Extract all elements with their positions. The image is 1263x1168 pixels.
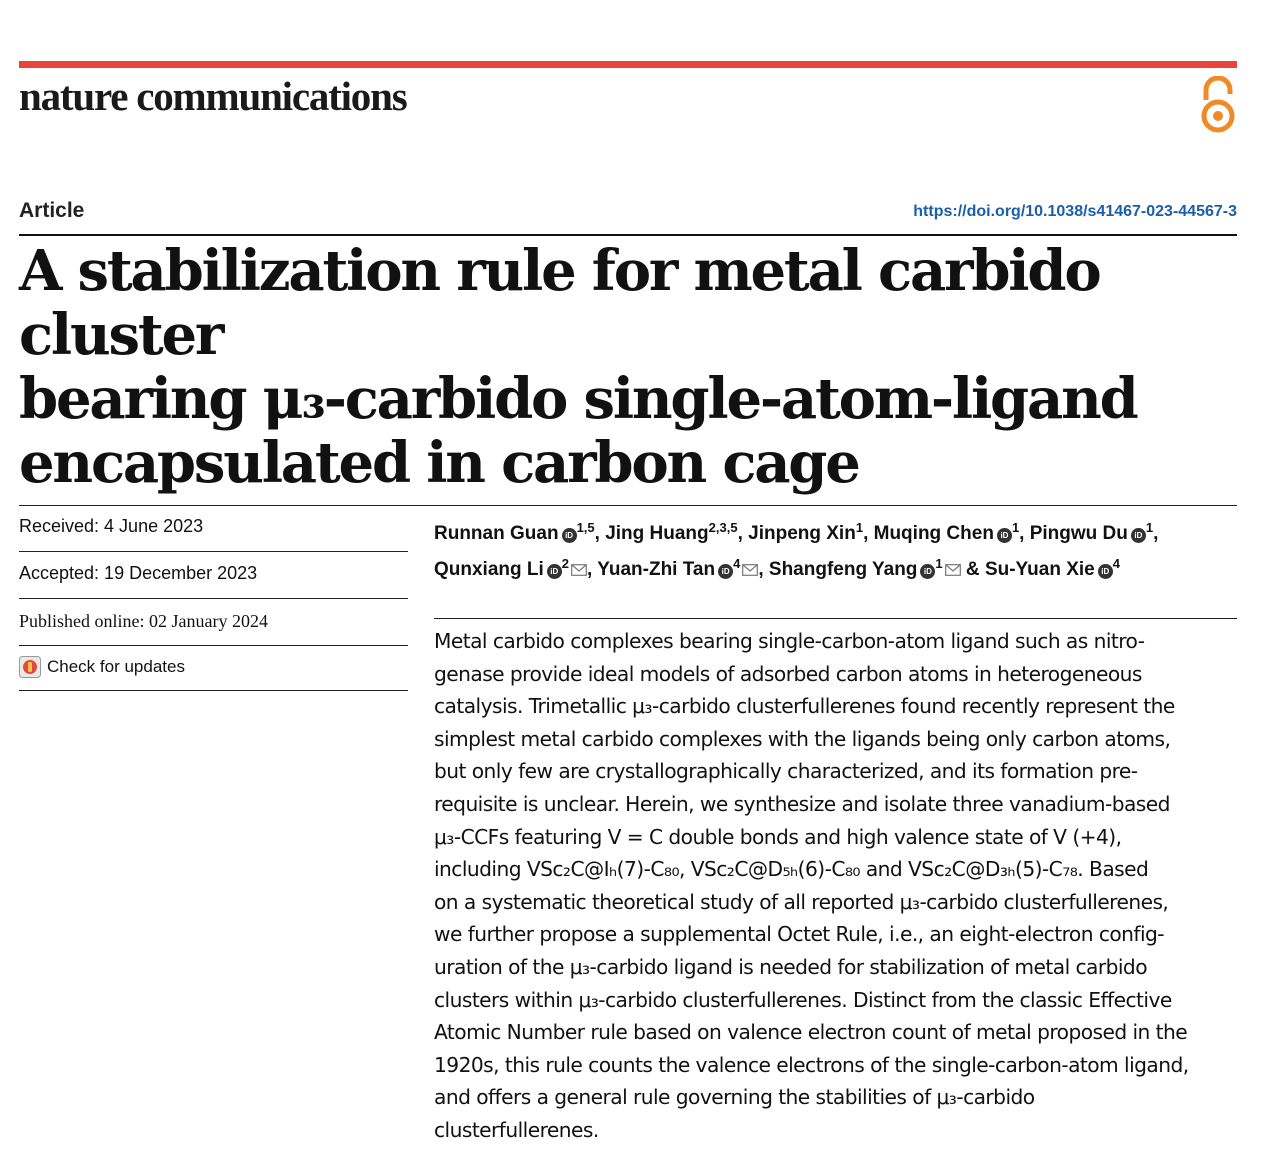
author-name[interactable]: Runnan Guan (434, 523, 559, 544)
affiliation-superscript: 2 (561, 556, 570, 571)
date-divider (19, 645, 408, 646)
abstract-line: simplest metal carbido complexes with the ligands being only carbon atoms, (434, 726, 1171, 751)
orcid-icon[interactable]: iD (547, 564, 562, 579)
check-for-updates-label: Check for updates (47, 657, 185, 676)
date-divider (19, 551, 408, 552)
abstract-line: Atomic Number rule based on valence electron count of metal proposed in the (434, 1020, 1188, 1045)
affiliation-superscript: 1 (1011, 520, 1020, 535)
abstract-line: on a systematic theoretical study of all reported μ₃-carbido clusterfullerenes, (434, 889, 1169, 914)
check-for-updates-icon (19, 656, 41, 678)
author-name[interactable]: Shangfeng Yang (768, 559, 918, 580)
orcid-icon[interactable]: iD (920, 564, 935, 579)
author-item[interactable] (748, 520, 864, 544)
open-access-icon (1198, 76, 1238, 134)
title-line-2: bearing μ₃-carbido single-atom-ligand (19, 366, 1137, 432)
author-list: Runnan Guan iD$^{1,5}$, Jing Huang$^{2,3,5}$, Jinpeng Xin$^1$, Muqing Chen iD$^1$, Pingwu Du iD$^1$, Qunxiang Li iD$^2$ , Yuan-Zhi Tan iD$^4$ , Shangfeng Yang iD$^1$ & Su-Yuan Xie iD$^4$ (434, 520, 1159, 580)
abstract-line: we further propose a supplemental Octet Rule, i.e., an eight-electron config- (434, 922, 1165, 947)
author-name[interactable]: Jinpeng Xin (748, 523, 856, 544)
affiliation-superscript: 4 (1112, 556, 1120, 571)
title-line-3: encapsulated in carbon cage (19, 430, 859, 496)
journal-accent-bar (19, 61, 1237, 68)
title-divider (19, 234, 1237, 236)
author-name[interactable]: Jing Huang (605, 523, 709, 544)
author-name[interactable]: Qunxiang Li (434, 559, 544, 580)
abstract-line: but only few are crystallographically characterized, and its formation pre- (434, 759, 1138, 784)
date-divider (19, 690, 408, 691)
received-date: Received: 4 June 2023 (19, 516, 204, 536)
author-name[interactable]: Yuan-Zhi Tan (597, 559, 716, 580)
author-item[interactable] (597, 556, 758, 580)
abstract-line: 1920s, this rule counts the valence electrons of the single-carbon-atom ligand, (434, 1052, 1189, 1077)
affiliation-superscript: 2,3,5 (708, 520, 738, 535)
check-for-updates-button[interactable] (19, 656, 185, 678)
abstract-line: uration of the μ₃-carbido ligand is needed for stabilization of metal carbido (434, 954, 1147, 979)
abstract-line: clusters within μ₃-carbido clusterfullerenes. Distinct from the classic Effective (434, 987, 1172, 1012)
abstract-divider (434, 618, 1237, 619)
date-divider (19, 598, 408, 599)
abstract-line: clusterfullerenes. (434, 1117, 599, 1142)
metadata-divider (19, 505, 1237, 506)
orcid-icon[interactable]: iD (1098, 564, 1113, 579)
author-item[interactable] (434, 520, 595, 544)
published-date: Published online: 02 January 2024 (19, 611, 268, 631)
affiliation-superscript: 4 (733, 556, 741, 571)
author-name[interactable]: Pingwu Du (1029, 523, 1128, 544)
doi-link[interactable]: https://doi.org/10.1038/s41467-023-44567-3 (913, 203, 1237, 220)
author-item[interactable] (984, 556, 1120, 580)
abstract-line: and offers a general rule governing the stabilities of μ₃-carbido (434, 1085, 1035, 1110)
author-name[interactable]: Su-Yuan Xie (984, 559, 1095, 580)
journal-name[interactable]: nature communications (19, 73, 407, 119)
abstract-line: including VSc₂C@Iₕ(7)-C₈₀, VSc₂C@D₅ₕ(6)-C₈₀ and VSc₂C@D₃ₕ(5)-C₇₈. Based (434, 857, 1149, 882)
author-item[interactable] (768, 556, 961, 580)
abstract-line: Metal carbido complexes bearing single-carbon-atom ligand such as nitro- (434, 629, 1145, 653)
orcid-icon[interactable]: iD (1131, 528, 1146, 543)
author-item[interactable] (873, 520, 1020, 544)
accepted-date: Accepted: 19 December 2023 (19, 563, 258, 583)
affiliation-superscript: 1 (1145, 520, 1154, 535)
mail-icon[interactable] (571, 564, 587, 576)
author-item[interactable] (1029, 520, 1154, 544)
article-title (19, 239, 1249, 495)
affiliation-superscript: 1 (935, 556, 943, 571)
abstract-line: genase provide ideal models of adsorbed carbon atoms in heterogeneous (434, 661, 1142, 686)
affiliation-superscript: 1,5 (576, 520, 595, 535)
orcid-icon[interactable]: iD (562, 528, 577, 543)
abstract-line: requisite is unclear. Herein, we synthesize and isolate three vanadium-based (434, 791, 1170, 816)
abstract-line: μ₃-CCFs featuring V = C double bonds and high valence state of V (+4), (434, 824, 1122, 849)
author-name[interactable]: Muqing Chen (873, 523, 994, 544)
affiliation-superscript: 1 (855, 520, 864, 535)
author-item[interactable] (605, 520, 738, 544)
abstract (434, 625, 1240, 1147)
orcid-icon[interactable]: iD (997, 528, 1012, 543)
article-type-label: Article (19, 199, 85, 222)
author-item[interactable] (434, 556, 587, 580)
mail-icon[interactable] (742, 564, 758, 576)
abstract-line: catalysis. Trimetallic μ₃-carbido clusterfullerenes found recently represent the (434, 694, 1175, 719)
orcid-icon[interactable]: iD (718, 564, 733, 579)
title-line-1: A stabilization rule for metal carbido cluster (19, 238, 1100, 368)
mail-icon[interactable] (945, 564, 961, 576)
